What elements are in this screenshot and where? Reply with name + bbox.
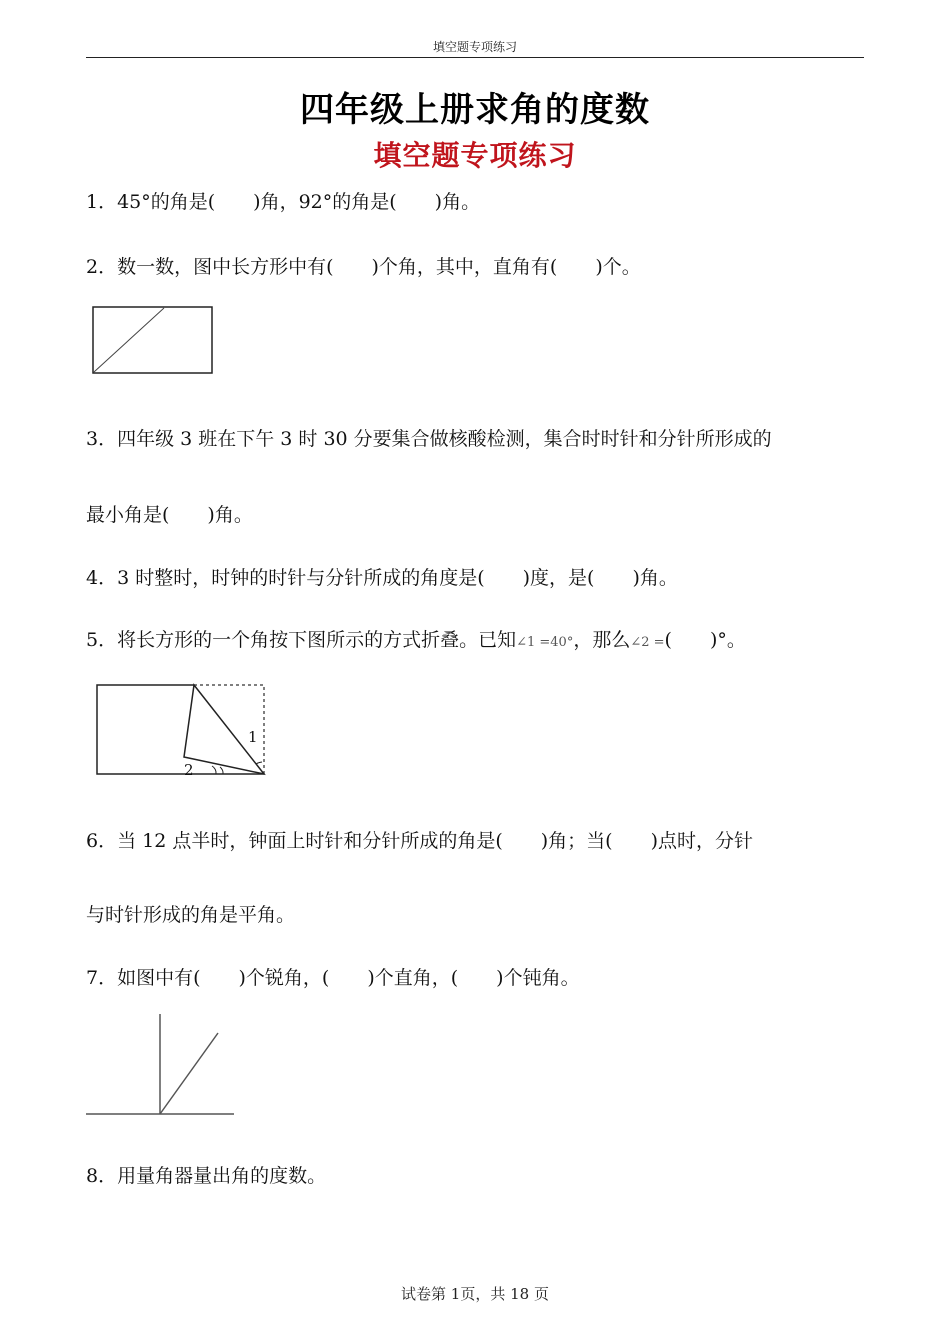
question-5-text-1: 5．将长方形的一个角按下图所示的方式折叠。已知 (86, 629, 517, 651)
angle-2-formula: ∠2 = (630, 635, 665, 650)
question-5-text-3: ( )°。 (664, 629, 746, 651)
page-header: 填空题专项练习 (432, 40, 517, 54)
header-divider (86, 57, 864, 58)
angle-1-label: 1 (248, 728, 258, 746)
page-title: 四年级上册求角的度数 (300, 90, 650, 130)
angles-figure (86, 1013, 236, 1117)
folded-rectangle-figure (96, 684, 268, 778)
question-4: 4．3 时整时，时钟的时针与分针所成的角度是( )度，是( )角。 (86, 567, 678, 589)
page-subtitle: 填空题专项练习 (373, 139, 577, 172)
question-6-line-2: 与时针形成的角是平角。 (86, 904, 296, 926)
angle-2-label: 2 (184, 761, 194, 779)
question-8: 8．用量角器量出角的度数。 (86, 1165, 327, 1187)
question-6-line-1: 6．当 12 点半时，钟面上时针和分针所成的角是( )角；当( )点时，分针 (86, 830, 753, 852)
angle-1-formula: ∠1 =40° (516, 635, 574, 650)
question-5-text-2: ，那么 (573, 629, 631, 651)
question-2: 2．数一数，图中长方形中有( )个角，其中，直角有( )个。 (86, 256, 641, 278)
page-footer: 试卷第 1页，共 18 页 (401, 1285, 549, 1303)
question-1: 1．45°的角是( )角，92°的角是( )角。 (86, 191, 481, 213)
question-7: 7．如图中有( )个锐角，( )个直角，( )个钝角。 (86, 967, 580, 989)
question-3-line-1: 3．四年级 3 班在下午 3 时 30 分要集合做核酸检测，集合时时针和分针所形成的 (86, 428, 772, 450)
question-3-line-2: 最小角是( )角。 (86, 504, 253, 526)
rectangle-diagonal-figure (92, 306, 214, 374)
question-5 (86, 628, 876, 655)
